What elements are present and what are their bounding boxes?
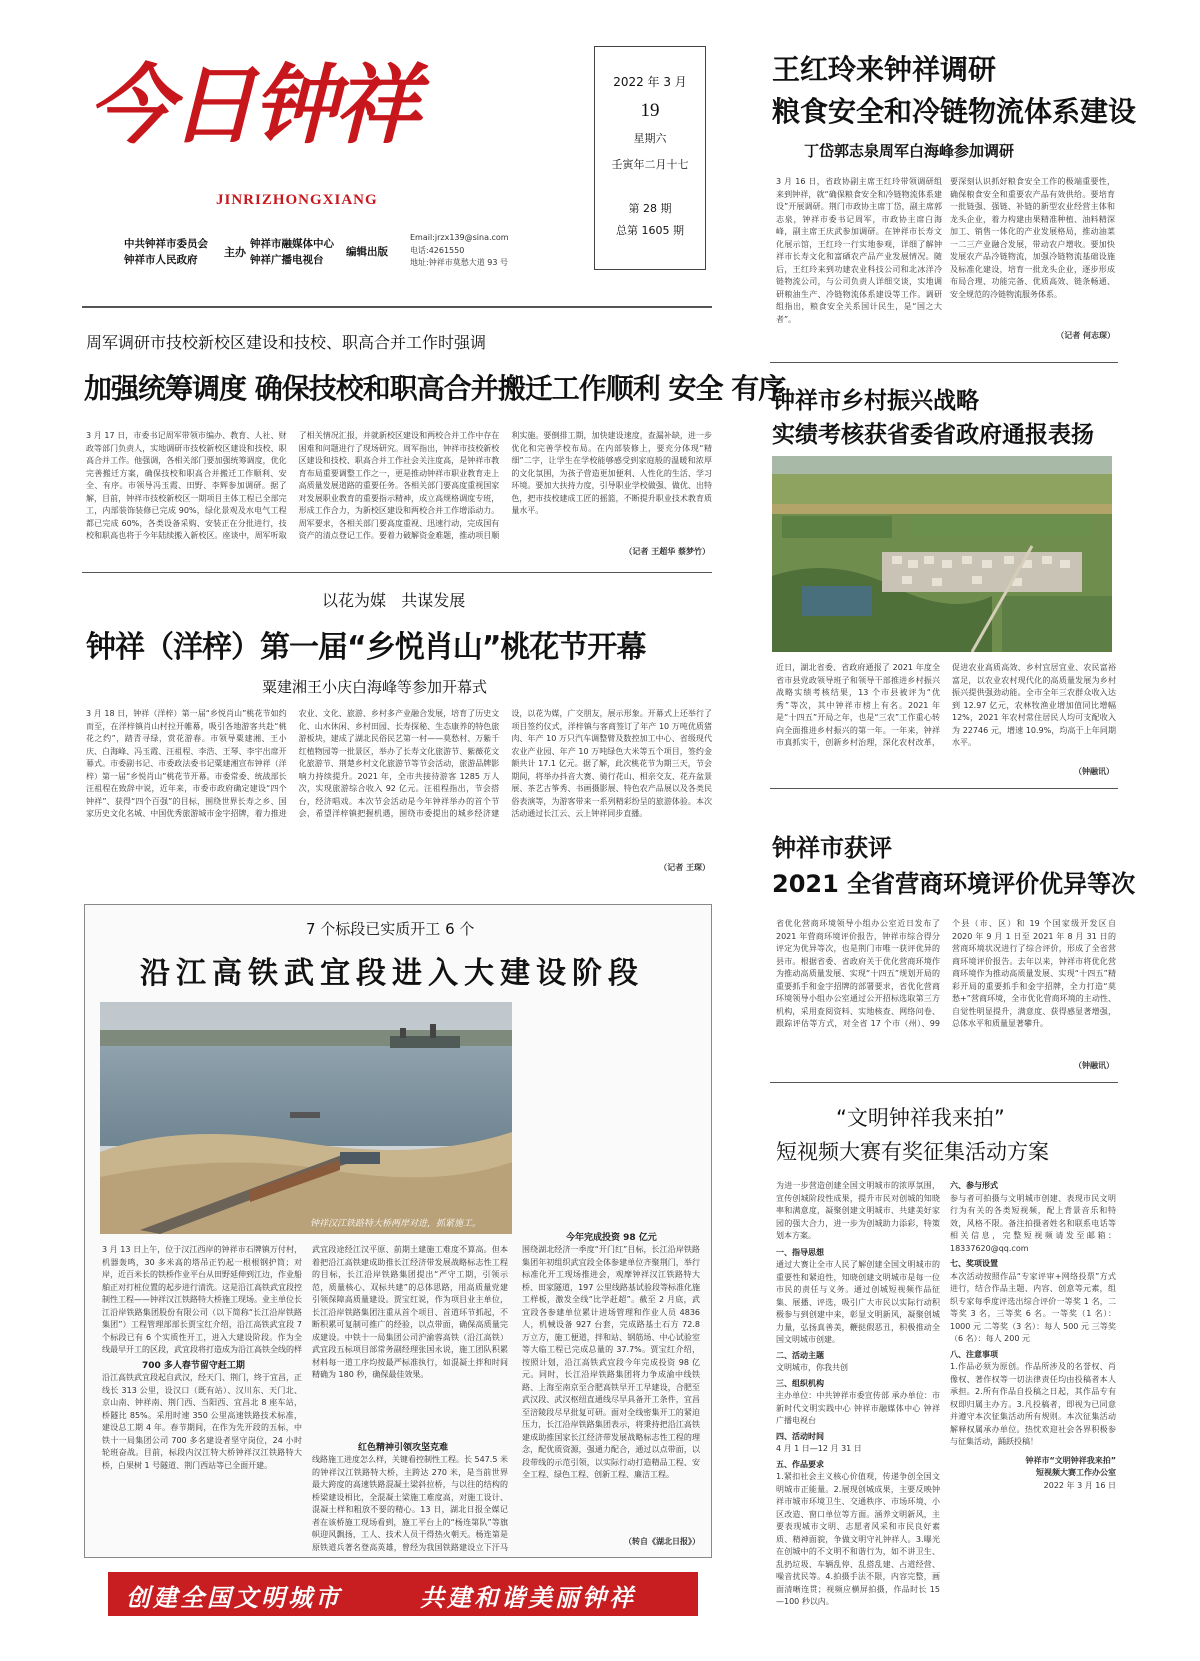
village-title-2: 实绩考核获省委省政府通报表扬: [772, 422, 1094, 448]
video-t1: 通过大赛让全市人民了解创建全国文明城市的重要性和紧迫性，知晓创建文明城市是每一位市民的责任与义务。通过创城短视频作品征集、展播、评选，吸引广大市民以实际行动积极参与到创建中来，彰显文明新风，凝聚创城力量，弘扬真善美，鞭挞假恶丑，积极推动全国文明城市创建。: [776, 1260, 940, 1344]
rail-photo: [100, 1002, 512, 1234]
sponsor-left-2: 钟祥市人民政府: [124, 254, 198, 266]
email: Email:jrzx139@sina.com: [410, 233, 509, 242]
edit-label: 编辑出版: [346, 246, 388, 258]
slogan-banner: [108, 1572, 698, 1616]
rail-body-mid2: 线路施工进度怎么样，关键看控制性工程。长 547.5 米的钟祥汉江铁路特大桥，主跨达 270 米，是当前世界最大跨度的高速铁路混凝土梁斜拉桥，与以往的结构的桥梁建设相比，全混凝土梁施工难度高，对施工设计、混凝土样和粗放不要的精心。13 日，湖北日报全媒记者在该桥施工现场看到，施工平台上的“杨连第队”等旗帜迎风飘扬，工人、技术人员干得热火朝天。杨连第是原铁道兵著名登高英雄，曾经为我国铁路建设立下汗马: [312, 1455, 508, 1552]
village-title-1: 钟祥市乡村振兴战略: [772, 388, 979, 414]
video-t6: 参与者可拍摄与文明城市创建、表现市民文明行为有关的各类短视频，配上背景音乐和特效，风格不限。备注拍摄者姓名和联系电话等相关信息，完整短视频请发至邮箱：18337620@qq.com: [950, 1193, 1116, 1253]
rail-byline: （转自《湖北日报》）: [624, 1537, 700, 1546]
masthead-pinyin: JINRIZHONGXIANG: [216, 192, 378, 208]
video-title-2: 短视频大赛有奖征集活动方案: [776, 1140, 1049, 1164]
rail-sub3: 今年完成投资 98 亿元: [566, 1233, 657, 1243]
peach-body: 3 月 18 日，钟祥（洋梓）第一届“乡悦肖山”桃花节如约而至，在洋梓镇肖山村拉开帷幕，吸引各地游客共赴“桃花之约”，踏青寻绿，赏花游春。市领导粟建湘、王小庆、白海峰、冯玉霞、汪祖程、李浩、王琴、李宇出席开幕式。市委副书记、市委政法委书记粟建湘宣布钟祥（洋梓）第一届“乡悦肖山”桃花节开幕。市委常委、统战部长汪祖程在致辞中说，近年来，市委市政府确定建设“四个钟祥”、获得“四个百强”的目标，围绕世界长寿之乡、国家历史文化名城、中国优秀旅游城市金字招牌，着力推进农业、文化、旅游、乡村多产业融合发展，培育了历史文化、山水休闲、乡村田园、长寿探秘、生态康养的特色旅游板块，建成了湖北民俗民艺第一村——莫愁村、万紫千红植物园等一批景区，举办了长寿文化旅游节、紫薇花文化旅游节、荆楚乡村文化旅游节等节会活动，旅游品牌影响力持续提升。2021 年，全市共接待游客 1285 万人次，实现旅游综合收入 92 亿元。汪祖程指出，节会搭台，经济唱戏。本次节会活动是今年钟祥举办的首个节会，希望洋梓镇把握机遇，围绕市委提出的城乡经济建设，以花为媒，广交朋友，展示形象。开幕式上还举行了项目签约仪式，洋梓镇与客商签订了年产 10 万吨优质猪肉、年产 10 万只汽车调整臂及数控加工中心、省级现代农业产业园、年产 10 万吨绿色大米等五个项目，签约金额共计 17.1 亿元。据了解，此次桃花节为期三天，节会期间，将举办抖音大赛、骑行花山、相亲交友、花卉盆景展、茶艺古筝秀、书画摄影展、特色农产品展以及各类民俗表演等，为游客带来一系列精彩纷呈的旅游体验。本次活动通过长江云、云上钟祥同步直播。: [86, 709, 712, 818]
wang-body-right: 要深刻认识抓好粮食安全工作的极端重要性，确保粮食安全和重要农产品有效供给。要培育一批链强、强链、补链的新型农业经营主体和龙头企业，着力构建由果精准种植、油料精深加工、销售一体化的产业发展格局，推动油菜一二三产业融合发展，带动农户增收。要加快发展农产品冷链物流，加强冷链物流基础设施及标准化建设，培育一批龙头企业，逐步形成布局合理、功能完备、优质高效、链条畅通、安全规范的冷链物流服务体系。: [950, 177, 1115, 299]
village-body: 近日，湖北省委、省政府通报了 2021 年度全省市县党政领导班子和领导干部推进乡村振兴战略实绩考核结果，13 个市县被评为“优秀”等次，其中钟祥市榜上有名。2021 年是“十四五”开局之年，也是“三农”工作重心转向全面推进乡村振兴的第一年。一年来，钟祥市真抓实干，创新乡村治理，深化农村改革，促进农业高质高效、乡村宜居宜业、农民富裕富足，以农业农村现代化的高质量发展为乡村振兴提供强劲动能。全市全年三农群众收入达到 12.97 亿元，农林牧渔业增加值同比增幅 12%，2021 年农村常住居民人均可支配收入为 22746 元，增速 10.9%，均高于上年同期水平。: [776, 663, 1116, 747]
masthead-logo: 今日钟祥: [88, 55, 416, 156]
phone: 电话:4261550: [410, 246, 465, 255]
video-t8: 1.作品必须为原创。作品所涉及的名誉权、肖像权、著作权等一切法律责任均由投稿者本人承担。2.所有作品自投稿之日起，其作品专有权即归属主办方。3.凡投稿者，即视为已同意并遵守本次征集活动所有规则。本次征集活动解释权属承办单位。热忱欢迎社会各界积极参与征集活动，踊跃投稿！: [950, 1362, 1116, 1446]
date-day: 19: [640, 100, 660, 121]
video-t2: 文明城市，你我共创: [776, 1363, 848, 1372]
slogan-left: 创建全国文明城市: [126, 1583, 342, 1612]
date-weekday: 星期六: [633, 132, 667, 145]
rail-photo-caption: 钟祥汉江铁路特大桥两岸对进，抓紧施工。: [310, 1219, 482, 1229]
video-t7: 本次活动按照作品“专家评审+网络投票”方式进行，结合作品主题、内容、创意等元素，组织专家每季度评选出综合评价一等奖 1 名，二等奖 3 名，三等奖 6 名。一等奖（1 名）：1000 元 二等奖（3 名）：每人 500 元 三等奖（6 名）：每人 200 元: [950, 1271, 1116, 1343]
business-title-1: 钟祥市获评: [772, 834, 892, 862]
business-byline: （钟融讯）: [1074, 1061, 1114, 1070]
video-t3: 主办单位：中共钟祥市委宣传部 承办单位：市新时代文明实践中心 钟祥市融媒体中心 钟祥广播电视台: [776, 1391, 940, 1425]
rule-main-top: [82, 306, 712, 308]
rail-body-mid: 武宜段途经江汉平原、前期土建施工难度不算高。但本着把沿江高铁建成助推长江经济带发展战略标志性工程的目标，长江沿岸铁路集团提出“严守工期，引领示范，质量核心、双标共建”的总体思路，用高质量党建引领保障高质量建设。贾宝红说，作为项目业主单位，长江沿岸铁路集团注重从首个项目、首道环节抓起，不断积累可复制可推广的经验，以点带面，确保高质量完成建设。中铁十一局集团公司沪渝蓉高铁（沿江高铁）武宜段五标项目部常务副经理张国永说，施工团队积累材料每一道工序均按最严标准执行，如混凝土拌和时间精确为 180 秒，确保最佳效果。: [312, 1245, 508, 1379]
video-h4: 四、活动时间: [776, 1431, 824, 1441]
rail-sub2: 红色精神引领攻坚克难: [358, 1443, 449, 1453]
video-intro: 为进一步营造创建全国文明城市的浓厚氛围，宣传创城阶段性成果，提升市民对创城的知晓率和满意度，凝聚创建文明城市、共建美好家园的强大合力，进一步为创城助力添彩，特策划本方案。: [776, 1181, 940, 1240]
rule-right-1: [770, 362, 1118, 363]
main-body: 3 月 17 日，市委书记周军带领市编办、教育、人社、财政等部门负责人，实地调研市技校新校区建设和技校、职高合并工作。他强调，各相关部门要加强统筹调度，优化完善搬迁方案，确保技校和职高合并搬迁工作顺利、安全、有序。市领导冯玉霞、田野、李辉参加调研。据了解，目前，钟祥市技校新校区一期项目主体工程已全部完工，内部装饰装修已完成 90%，绿化景观及水电气工程都已完成 60%，各类设备采购、安装正在分批进行，技校和职高也将于今年陆续搬入新校区。座谈中，周军听取了相关情况汇报，并就新校区建设和两校合并工作中存在困难和问题进行了现场研究。周军指出，钟祥市技校新校区建设和技校、职高合并工作社会关注度高，是钟祥市教育布局重要调整工作之一，更是推动钟祥市职业教育走上高质量发展道路的重要任务。各相关部门要高度重视国家对发展职业教育的重要指示精神，成立高规格调度专班，形成工作合力，为新校区建设和两校合并工作增添动力。周军要求，各相关部门要高度重视、迅速行动，完成国有资产的清点登记工作。要着力破解资金难题，推动项目顺利实施。要倒排工期，加快建设速度，查漏补缺，进一步优化和完善学校布局。在内部装修上，要充分体现“精细”二字，让学生在学校能够感受到家庭般的温暖和浓厚的文化氛围，为孩子营造更加便利、人性化的生活、学习环境。要加大扶持力度，引导职业学校做强、做优、出特色，把市技校建成工匠的摇篮，不断提升职业技术教育质量水平。: [86, 431, 712, 540]
video-h2: 二、活动主题: [776, 1350, 824, 1360]
village-photo-svg: [772, 456, 1112, 652]
video-sign-2: 短视频大赛工作办公室: [1036, 1468, 1116, 1477]
main-kicker: 周军调研市技校新校区建设和技校、职高合并工作时强调: [86, 333, 487, 352]
video-h6: 六、参与形式: [950, 1181, 998, 1190]
village-photo: [772, 456, 1112, 652]
rail-body-right: 围绕湖北经济一季度“开门红”目标，长江沿岸铁路集团年初组织武宜段全体参建单位齐聚荆门，举行标准化开工现场推进会，观摩钟祥汉江铁路特大桥、田家隧道，197 公里线路基试验段等标准化施工样板，激发全线“比学赶超”。截至 2 月底，武宜段各参建单位累计进场管理和作业人员 4836 人，机械设备 927 台套，完成路基土石方 72.8 万立方，施工便道，拌和站、钢筋场、中心试验室等大临工程已完成总量的 37.7%。贾宝红介绍，按照计划，沿江高铁武宜段今年完成投资 98 亿元。同时，长江沿岸铁路集团将力争成渝中线铁路、上海至南京至合肥高铁早开工早建设，合肥至武汉段、武汉枢纽直通线尽早具备开工条件，宜昌至涪陵段尽早批复可研。面对全线密集开工的紧迫压力，长江沿岸铁路集团表示，将秉持把沿江高铁建成助推国家长江经济带发展战略标志性工程的理念，配优质资源，强通力配合，通过以点带面，以段带线的示范引领，以实际行动打造精品工程、安全工程、绿色工程、创新工程、廉洁工程。: [522, 1245, 700, 1479]
village-byline: （钟融讯）: [1074, 767, 1114, 776]
video-t4: 4 月 1 日—12 月 31 日: [776, 1444, 862, 1453]
rail-photo-svg: [100, 1002, 512, 1234]
peach-headline: 钟祥（洋梓）第一届“乡悦肖山”桃花节开幕: [86, 630, 646, 665]
rule-right-2: [770, 788, 1118, 789]
total-issue: 总第 1605 期: [616, 224, 684, 237]
video-col-right: [950, 1180, 1116, 1638]
main-headline: 加强统筹调度 确保技校和职高合并搬迁工作顺利 安全 有序: [84, 372, 786, 405]
rule-right-3: [770, 1082, 1118, 1083]
rail-headline: 沿江高铁武宜段进入大建设阶段: [140, 956, 644, 991]
issue-number: 第 28 期: [628, 202, 672, 215]
date-lunar: 壬寅年二月十七: [611, 158, 689, 171]
video-sign-1: 钟祥市“文明钟祥我来拍”: [1025, 1455, 1116, 1465]
rail-body-left: 3 月 13 日上午，位于汉江西岸的钟祥市石牌镇万付村，机器轰鸣，30 多米高的塔吊正钓起一根根钢护筒；对岸，近百米长的铁桥作业平台从田野延伸到江边，作业船舶正对打桩位置的起步进行清洗。这是沿江高铁武宜段控制性工程——钟祥汉江铁路特大桥施工现场。业主单位长江沿岸铁路集团股份有限公司（以下简称“长江沿岸铁路集团”）工程管理部部长贾宝红介绍，沿江高铁武宜段 7 个标段已有 6 个实质性开工，进入大建设阶段。作为全线最早开工的区段，武宜段将打造成为沿江高铁全线的样: [102, 1245, 302, 1354]
main-byline: （记者 王超华 蔡梦竹）: [624, 547, 710, 556]
video-col-left: [776, 1180, 940, 1638]
rail-sub1: 700 多人春节留守赶工期: [142, 1361, 245, 1371]
wang-subtitle: 丁岱郭志泉周军白海峰参加调研: [804, 142, 1015, 160]
peach-kicker: 以花为媒 共谋发展: [322, 591, 466, 610]
business-title-2: 2021 全省营商环境评价优异等次: [772, 870, 1136, 898]
address: 地址:钟祥市莫愁大道 93 号: [410, 258, 508, 267]
host-label: 主办: [224, 246, 246, 259]
video-h7: 七、奖项设置: [950, 1259, 998, 1268]
video-h8: 八、注意事项: [950, 1349, 998, 1359]
sponsor-left-1: 中共钟祥市委员会: [124, 238, 208, 250]
wang-byline: （记者 何志琛）: [1056, 331, 1115, 340]
video-sign-3: 2022 年 3 月 16 日: [1043, 1480, 1116, 1490]
peach-byline: （记者 王琛）: [659, 863, 710, 872]
date-box: [594, 46, 706, 270]
peach-subtitle: 粟建湘王小庆白海峰等参加开幕式: [262, 678, 488, 696]
video-t5: 1.紧扣社会主义核心价值观，传递争创全国文明城市正能量。2.展现创城成果，主要反映钟祥市城市环境卫生、交通秩序、市场环境、小区改造、窗口单位等方面。涵养文明新风，主要表现城市文明、志愿者风采和市民良好素质、精神面貌，争做文明守礼钟祥人。3.曝光在创城中的不文明不和谐行为，如不讲卫生、乱扔垃圾、车辆乱停、乱搭乱建、占道经营、噪音扰民等。4.拍摄手法不限，内容完整，画面清晰连贯；视频应横屏拍摄，作品时长 15—100 秒以内。: [776, 1472, 940, 1606]
rule-peach-top: [82, 572, 712, 573]
slogan-right: 共建和谐美丽钟祥: [420, 1583, 636, 1612]
business-body: 省优化营商环境领导小组办公室近日发布了 2021 年营商环境评价报告，钟祥市综合得分评定为优异等次，也是荆门市唯一获评优异的县市。根据省委、省政府关于优化营商环境作为推动高质量发展、实现“十四五”规划开局的重要抓手和金字招牌的部署要求，省优化营商环境领导小组办公室通过公开招标选取第三方机构，采用查阅资料、实地核查、网络问卷、跟踪评估等方式，对全省 17 个市（州）、99 个县（市、区）和 19 个国家级开发区自 2020 年 9 月 1 日至 2021 年 8 月 31 日的营商环境状况进行了综合评价，形成了全省营商环境评价报告。去年以来，钟祥市将优化营商环境作为推动高质量发展、实现“十四五”精彩开局的重要抓手和金字招牌，全力打造“莫愁+”营商环境，全市优化营商环境的主动性、自觉性明显提升，满意度、获得感显著增强，总体水平和质量显著攀升。: [776, 919, 1116, 1028]
wang-title-1: 王红玲来钟祥调研: [772, 53, 997, 86]
video-h3: 三、组织机构: [776, 1378, 824, 1388]
wang-body-left: 3 月 16 日，省政协副主席王红玲带领调研组来到钟祥，就“确保粮食安全和冷链物流体系建设”开展调研。荆门市政协主席丁岱，副主席郭志泉，钟祥市委书记周军，市政协主席白海峰，副主席王庆武参加调研。在钟祥市长寿文化展示馆，王红玲一行实地参观，详细了解钟祥市长寿文化和富硒农产品产业发展情况。随后，王红玲来到功建农业科技公司和北冰洋冷链物流公司，与公司负责人详细交谈，实地调研粮油生产、冷链物流体系建设等工作。调研组指出，粮食安全关系国计民生，是“国之大者”。: [776, 177, 942, 324]
date-year-month: 2022 年 3 月: [613, 75, 687, 89]
wang-title-2: 粮食安全和冷链物流体系建设: [772, 95, 1137, 128]
publisher-2: 钟祥广播电视台: [250, 254, 324, 266]
video-h1: 一、指导思想: [776, 1247, 824, 1257]
video-title-1: “文明钟祥我来拍”: [836, 1106, 1005, 1130]
rail-body-left2: 沿江高铁武宜段起自武汉，经天门、荆门，终于宜昌，正线长 313 公里，设汉口（既有站）、汉川东、天门北、京山南、钟祥南、荆门西、当阳西、宜昌北 8 座车站，桥隧比 85%。采用时速 350 公里高速铁路技术标准，建设总工期 4 年。春节期间，在作为先开段的五标，中铁十一局集团公司 700 多名建设者坚守岗位，24 小时轮班奋战。目前，标段内汉江特大桥钟祥汉江铁路特大桥，白果树 1 号隧道、荆门西站等已全面开建。: [102, 1373, 302, 1470]
publisher-1: 钟祥市融媒体中心: [250, 238, 334, 250]
video-h5: 五、作品要求: [776, 1459, 824, 1469]
rail-kicker: 7 个标段已实质开工 6 个: [306, 920, 475, 938]
masthead: [82, 40, 562, 280]
